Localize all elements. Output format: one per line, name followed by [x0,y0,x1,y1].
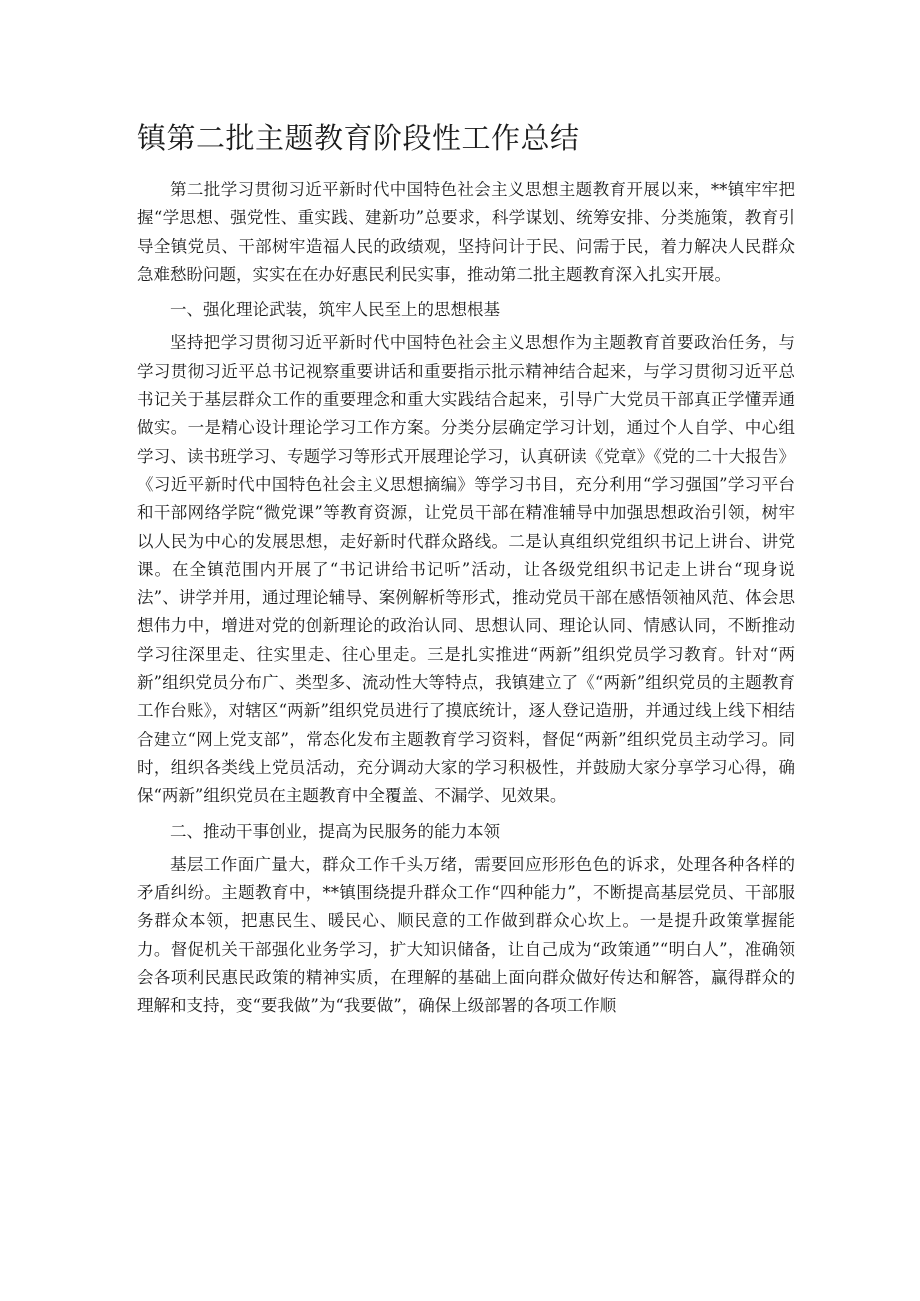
intro-paragraph: 第二批学习贯彻习近平新时代中国特色社会主义思想主题教育开展以来，**镇牢牢把握“学思想、强党性、重实践、建新功”总要求，科学谋划、统筹安排、分类施策，教育引导全镇党员、干部树牢造福人民的政绩观，坚持问计于民、问需于民，着力解决人民群众急难愁盼问题，实实在在办好惠民利民实事，推动第二批主题教育深入扎实开展。 [137,180,795,284]
section-heading-1: 一、强化理论武装，筑牢人民至上的思想根基 [170,300,500,320]
section-1-paragraph: 坚持把学习贯彻习近平新时代中国特色社会主义思想作为主题教育首要政治任务，与学习贯彻习近平总书记视察重要讲话和重要指示批示精神结合起来，与学习贯彻习近平总书记关于基层群众工作的重要理念和重大实践结合起来，引导广大党员干部真正学懂弄通做实。一是精心设计理论学习工作方案。分类分层确定学习计划，通过个人自学、中心组学习、读书班学习、专题学习等形式开展理论学习，认真研读《党章》《党的二十大报告》《习近平新时代中国特色社会主义思想摘编》等学习书目，充分利用“学习强国”学习平台和干部网络学院“微党课”等教育资源，让党员干部在精准辅导中加强思想政治引领，树牢以人民为中心的发展思想，走好新时代群众路线。二是认真组织党组织书记上讲台、讲党课。在全镇范围内开展了“书记讲给书记听”活动，让各级党组织书记走上讲台“现身说法”、讲学并用，通过理论辅导、案例解析等形式，推动党员干部在感悟领袖风范、体会思想伟力中，增进对党的创新理论的政治认同、思想认同、理论认同、情感认同，不断推动学习往深里走、往实里走、往心里走。三是扎实推进“两新”组织党员学习教育。针对“两新”组织党员分布广、类型多、流动性大等特点，我镇建立了《“两新”组织党员的主题教育工作台账》，对辖区“两新”组织党员进行了摸底统计，逐人登记造册，并通过线上线下相结合建立“网上党支部”，常态化发布主题教育学习资料，督促“两新”组织党员主动学习。同时，组织各类线上党员活动，充分调动大家的学习积极性，并鼓励大家分享学习心得，确保“两新”组织党员在主题教育中全覆盖、不漏学、见效果。 [137,333,795,806]
section-heading-2: 二、推动干事创业，提高为民服务的能力本领 [170,821,500,841]
section-2-paragraph: 基层工作面广量大，群众工作千头万绪，需要回应形形色色的诉求，处理各种各样的矛盾纠纷。主题教育中，**镇围绕提升群众工作“四种能力”，不断提高基层党员、干部服务群众本领，把惠民生、暖民心、顺民意的工作做到群众心坎上。一是提升政策掌握能力。督促机关干部强化业务学习，扩大知识储备，让自己成为“政策通”“明白人”，准确领会各项利民惠民政策的精神实质，在理解的基础上面向群众做好传达和解答，赢得群众的理解和支持，变“要我做”为“我要做”，确保上级部署的各项工作顺 [137,854,795,1016]
document-body [137,176,795,1021]
document-title: 镇第二批主题教育阶段性工作总结 [137,121,580,155]
